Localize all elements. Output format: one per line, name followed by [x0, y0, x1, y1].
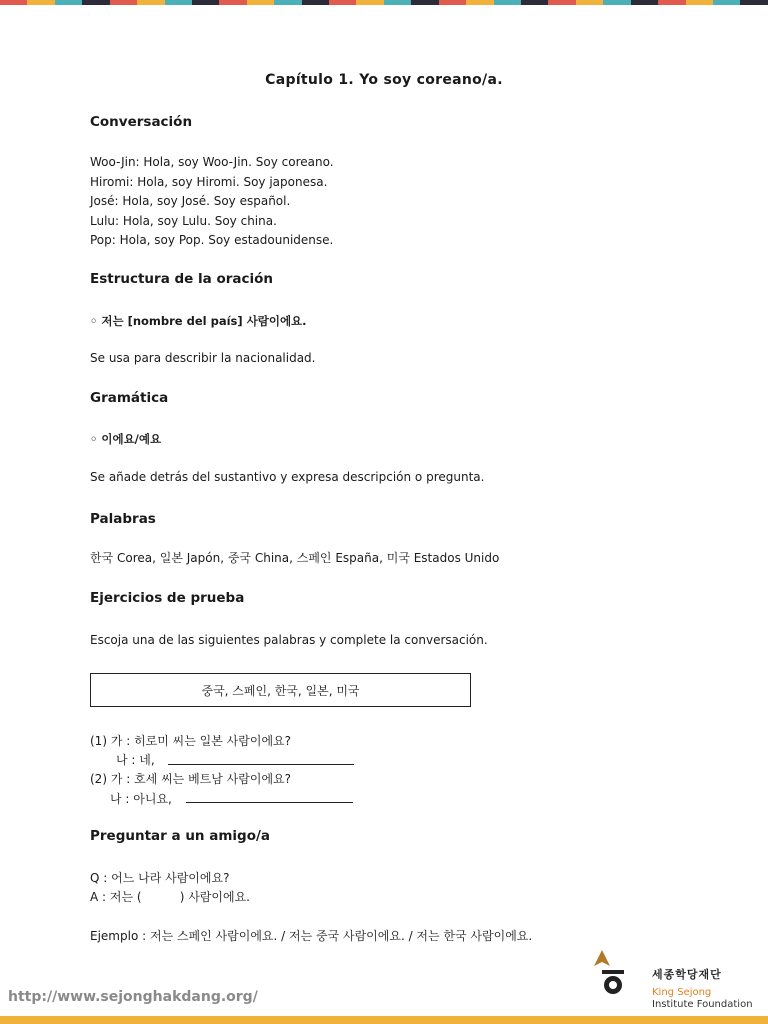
logo-english-line-1: King Sejong: [652, 987, 712, 998]
stripe-segment: [686, 0, 713, 5]
structure-heading: Estructura de la oración: [90, 271, 274, 287]
stripe-segment: [110, 0, 137, 5]
exercise-2-answer-blank[interactable]: [186, 802, 353, 803]
stripe-segment: [192, 0, 219, 5]
words-text: 한국 Corea, 일본 Japón, 중국 China, 스페인 España, 미국 Estados Unido: [90, 551, 500, 565]
stripe-segment: [384, 0, 411, 5]
king-sejong-logo: [592, 948, 762, 1012]
stripe-segment: [548, 0, 575, 5]
grammar-text: Se añade detrás del sustantivo y expresa descripción o pregunta.: [90, 470, 485, 484]
conversation-heading: Conversación: [90, 114, 193, 130]
ask-answer: A : 저는 ( ) 사람이에요.: [90, 890, 250, 904]
stripe-segment: [466, 0, 493, 5]
stripe-segment: [631, 0, 658, 5]
grammar-pattern: ◦ 이에요/예요: [90, 432, 162, 446]
stripe-segment: [576, 0, 603, 5]
stripe-segment: [740, 0, 767, 5]
stripe-segment: [329, 0, 356, 5]
exercise-1-answer-prefix: 나 : 네,: [116, 753, 155, 767]
conversation-line: Pop: Hola, soy Pop. Soy estadounidense.: [90, 233, 334, 247]
stripe-segment: [521, 0, 548, 5]
stripe-segment: [603, 0, 630, 5]
stripe-segment: [0, 0, 27, 5]
stripe-segment: [219, 0, 246, 5]
top-color-stripe: [0, 0, 768, 5]
exercise-2-answer-prefix: 나 : 아니요,: [110, 792, 172, 806]
stripe-segment: [356, 0, 383, 5]
stripe-segment: [411, 0, 438, 5]
stripe-segment: [165, 0, 192, 5]
conversation-line: Lulu: Hola, soy Lulu. Soy china.: [90, 213, 277, 228]
exercise-1-answer-blank[interactable]: [168, 764, 354, 765]
exercises-instruction: Escoja una de las siguientes palabras y complete la conversación.: [90, 633, 488, 647]
ask-friend-heading: Preguntar a un amigo/a: [90, 828, 271, 844]
stripe-segment: [274, 0, 301, 5]
exercises-heading: Ejercicios de prueba: [90, 590, 245, 606]
grammar-heading: Gramática: [90, 390, 169, 406]
structure-pattern: ◦ 저는 [nombre del país] 사람이에요.: [90, 314, 307, 328]
stripe-segment: [658, 0, 685, 5]
structure-text: Se usa para describir la nacionalidad.: [90, 351, 316, 365]
exercise-2-question: (2) 가 : 호세 씨는 베트남 사람이에요?: [90, 772, 291, 786]
word-choice-list: 중국, 스페인, 한국, 일본, 미국: [201, 683, 360, 698]
bottom-color-bar: [0, 1016, 768, 1024]
website-url[interactable]: http://www.sejonghakdang.org/: [8, 989, 258, 1005]
stripe-segment: [55, 0, 82, 5]
stripe-segment: [82, 0, 109, 5]
page-title: Capítulo 1. Yo soy coreano/a.: [265, 72, 503, 88]
logo-english-line-2: Institute Foundation: [652, 999, 753, 1010]
conversation-line: Woo-Jin: Hola, soy Woo-Jin. Soy coreano.: [90, 155, 334, 169]
conversation-line: José: Hola, soy José. Soy español.: [90, 194, 291, 208]
conversation-line: Hiromi: Hola, soy Hiromi. Soy japonesa.: [90, 174, 328, 189]
words-heading: Palabras: [90, 511, 156, 527]
stripe-segment: [137, 0, 164, 5]
conversation-block: [90, 153, 334, 251]
stripe-segment: [713, 0, 740, 5]
logo-korean-text: 세종학당재단: [652, 968, 722, 981]
sejong-emblem-icon: [592, 948, 632, 1008]
stripe-segment: [27, 0, 54, 5]
exercise-1-question: (1) 가 : 히로미 씨는 일본 사람이에요?: [90, 734, 291, 748]
stripe-segment: [494, 0, 521, 5]
word-choice-box: [90, 673, 471, 707]
stripe-segment: [247, 0, 274, 5]
ask-question: Q : 어느 나라 사람이에요?: [90, 871, 230, 885]
stripe-segment: [439, 0, 466, 5]
example-sentences: Ejemplo : 저는 스페인 사람이에요. / 저는 중국 사람이에요. / 저는 한국 사람이에요.: [90, 929, 533, 943]
stripe-segment: [302, 0, 329, 5]
